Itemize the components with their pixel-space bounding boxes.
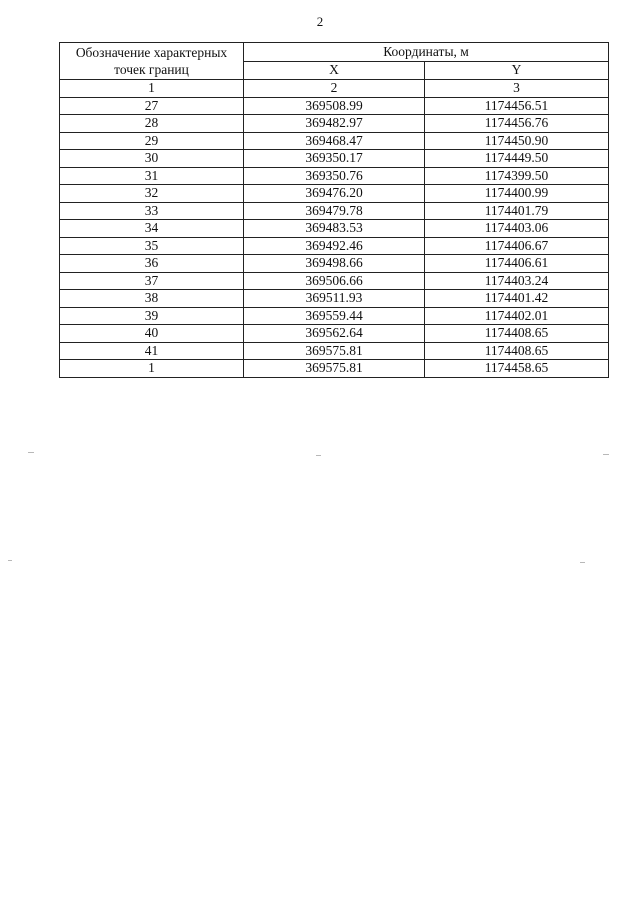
scan-speck (28, 452, 34, 453)
scan-speck (8, 560, 12, 561)
point-number-cell: 28 (60, 115, 244, 133)
point-number-cell: 33 (60, 202, 244, 220)
x-coordinate-cell: 369575.81 (244, 360, 425, 378)
y-coordinate-cell: 1174403.06 (425, 220, 609, 238)
y-coordinate-cell: 1174450.90 (425, 132, 609, 150)
y-coordinate-cell: 1174399.50 (425, 167, 609, 185)
point-number-cell: 41 (60, 342, 244, 360)
point-number-cell: 34 (60, 220, 244, 238)
column-index-cell: 1 (60, 80, 244, 98)
table-header-row (60, 43, 609, 62)
y-coordinate-cell: 1174403.24 (425, 272, 609, 290)
x-coordinate-cell: 369559.44 (244, 307, 425, 325)
table-row (60, 97, 609, 115)
y-coordinate-cell: 1174401.42 (425, 290, 609, 308)
point-number-cell: 27 (60, 97, 244, 115)
y-coordinate-cell: 1174449.50 (425, 150, 609, 168)
x-coordinate-cell: 369350.17 (244, 150, 425, 168)
x-coordinate-cell: 369498.66 (244, 255, 425, 273)
y-coordinate-cell: 1174458.65 (425, 360, 609, 378)
y-column-header: Y (425, 61, 609, 80)
x-coordinate-cell: 369575.81 (244, 342, 425, 360)
column-index-row (60, 80, 609, 98)
table-row (60, 360, 609, 378)
page-number: 2 (316, 14, 324, 29)
x-coordinate-cell: 369506.66 (244, 272, 425, 290)
scan-speck (603, 454, 609, 455)
y-coordinate-cell: 1174456.51 (425, 97, 609, 115)
table-row (60, 115, 609, 133)
point-number-cell: 30 (60, 150, 244, 168)
point-number-cell: 40 (60, 325, 244, 343)
table-row (60, 202, 609, 220)
x-coordinate-cell: 369483.53 (244, 220, 425, 238)
table-row (60, 237, 609, 255)
y-coordinate-cell: 1174406.61 (425, 255, 609, 273)
y-coordinate-cell: 1174402.01 (425, 307, 609, 325)
point-number-cell: 31 (60, 167, 244, 185)
table-row (60, 185, 609, 203)
table-row (60, 272, 609, 290)
points-column-header: Обозначение характерных точек границ (60, 43, 244, 80)
scan-speck (580, 562, 585, 563)
coordinates-column-header: Координаты, м (244, 43, 609, 62)
point-number-cell: 39 (60, 307, 244, 325)
scan-speck (316, 455, 321, 456)
x-coordinate-cell: 369468.47 (244, 132, 425, 150)
point-number-cell: 32 (60, 185, 244, 203)
column-index-cell: 3 (425, 80, 609, 98)
point-number-cell: 38 (60, 290, 244, 308)
x-coordinate-cell: 369476.20 (244, 185, 425, 203)
y-coordinate-cell: 1174401.79 (425, 202, 609, 220)
x-coordinate-cell: 369479.78 (244, 202, 425, 220)
y-coordinate-cell: 1174408.65 (425, 342, 609, 360)
x-coordinate-cell: 369350.76 (244, 167, 425, 185)
y-coordinate-cell: 1174406.67 (425, 237, 609, 255)
column-index-cell: 2 (244, 80, 425, 98)
point-number-cell: 1 (60, 360, 244, 378)
table-row (60, 255, 609, 273)
y-coordinate-cell: 1174408.65 (425, 325, 609, 343)
table-row (60, 150, 609, 168)
y-coordinate-cell: 1174456.76 (425, 115, 609, 133)
table-row (60, 307, 609, 325)
table-row (60, 290, 609, 308)
boundary-points-table (59, 42, 609, 378)
y-coordinate-cell: 1174400.99 (425, 185, 609, 203)
table-row (60, 325, 609, 343)
point-number-cell: 36 (60, 255, 244, 273)
point-number-cell: 29 (60, 132, 244, 150)
x-coordinate-cell: 369562.64 (244, 325, 425, 343)
x-coordinate-cell: 369511.93 (244, 290, 425, 308)
x-coordinate-cell: 369508.99 (244, 97, 425, 115)
x-column-header: X (244, 61, 425, 80)
x-coordinate-cell: 369482.97 (244, 115, 425, 133)
table-row (60, 220, 609, 238)
x-coordinate-cell: 369492.46 (244, 237, 425, 255)
table-row (60, 342, 609, 360)
table-row (60, 132, 609, 150)
point-number-cell: 37 (60, 272, 244, 290)
point-number-cell: 35 (60, 237, 244, 255)
table-row (60, 167, 609, 185)
